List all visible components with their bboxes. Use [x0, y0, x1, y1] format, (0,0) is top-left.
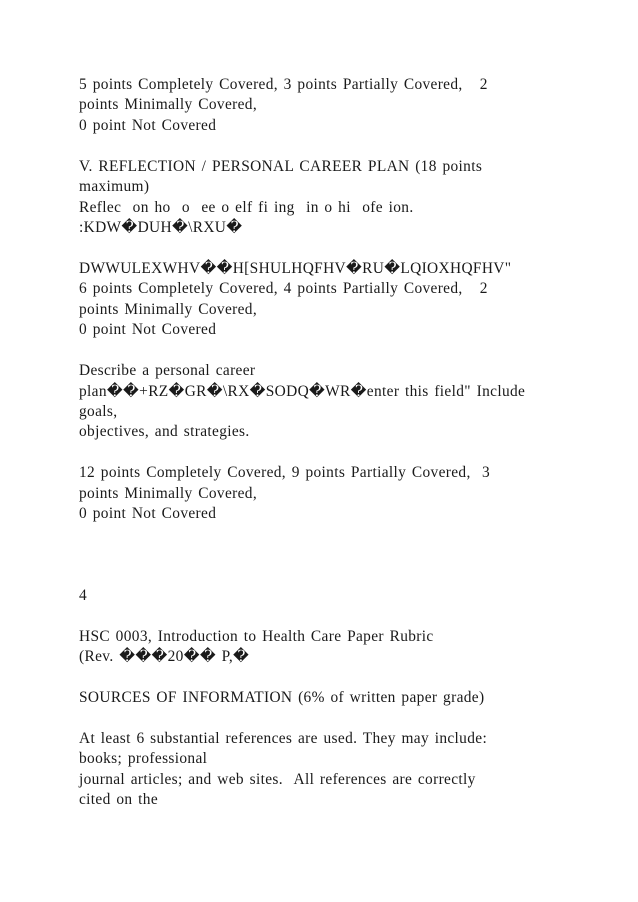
blank-line	[79, 566, 559, 586]
text-line: points Minimally Covered,	[79, 484, 258, 502]
text-line: journal articles; and web sites. All references are correctly	[79, 770, 476, 788]
text-line: points Minimally Covered,	[79, 96, 258, 114]
garbled-text-line: :KDW�DUH�\RXU�	[79, 219, 243, 237]
text-line: maximum)	[79, 178, 150, 196]
blank-line	[79, 443, 559, 463]
text-line: books; professional	[79, 750, 208, 768]
text-line: At least 6 substantial references are used. They may include:	[79, 730, 488, 747]
text-line: 0 point Not Covered	[79, 116, 217, 134]
text-line: 0 point Not Covered	[79, 321, 217, 339]
blank-line	[79, 341, 559, 361]
text-line: 12 points Completely Covered, 9 points Partially Covered, 3	[79, 464, 491, 482]
document-text	[79, 75, 559, 811]
blank-line	[79, 525, 559, 545]
revision-line: (Rev. ���20�� P,�	[79, 648, 250, 666]
blank-line	[79, 709, 559, 729]
text-line: 0 point Not Covered	[79, 505, 217, 523]
page-number: 4	[79, 586, 88, 604]
document-title: HSC 0003, Introduction to Health Care Paper Rubric	[79, 627, 434, 645]
section-heading: V. REFLECTION / PERSONAL CAREER PLAN (18 points	[79, 157, 483, 175]
text-line: Reflec on ho o ee o elf fi ing in o hi ofe ion.	[79, 198, 414, 216]
text-line: 6 points Completely Covered, 4 points Partially Covered, 2	[79, 280, 488, 298]
blank-line	[79, 668, 559, 688]
blank-line	[79, 136, 559, 156]
garbled-text-line: DWWULEXWHV��H[SHULHQFHV�RU�LQIOXHQFHV"	[79, 259, 512, 277]
text-line: 5 points Completely Covered, 3 points Partially Covered, 2	[79, 76, 488, 93]
blank-line	[79, 545, 559, 565]
text-line: cited on the	[79, 791, 158, 809]
text-line: Describe a personal career	[79, 362, 256, 380]
section-heading: SOURCES OF INFORMATION (6% of written paper grade)	[79, 689, 485, 707]
text-line: objectives, and strategies.	[79, 423, 250, 441]
garbled-text-line: plan��+RZ�GR�\RX�SODQ�WR�enter this field" Include	[79, 382, 526, 400]
blank-line	[79, 239, 559, 259]
blank-line	[79, 606, 559, 626]
text-line: goals,	[79, 403, 118, 420]
text-line: points Minimally Covered,	[79, 300, 258, 318]
